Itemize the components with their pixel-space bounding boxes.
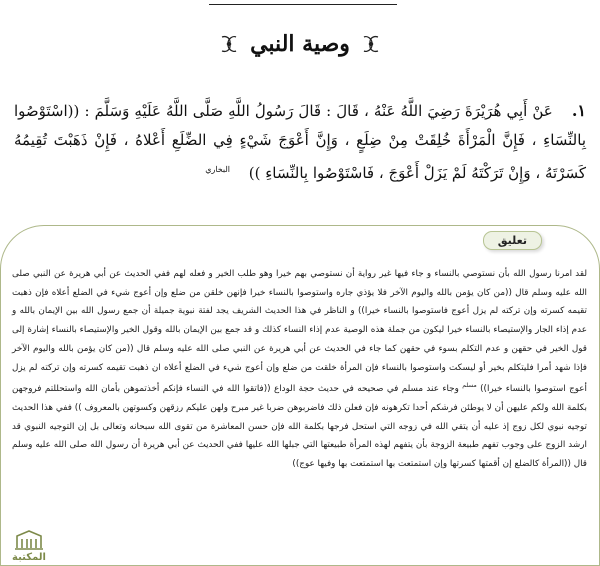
page-title: وصية النبي xyxy=(250,31,350,57)
library-logo xyxy=(4,518,54,564)
commentary-text-block xyxy=(12,265,587,474)
commentary-label: تعليق xyxy=(483,231,542,250)
top-rule xyxy=(209,4,397,5)
library-logo-icon xyxy=(14,528,44,552)
library-logo-text: المكتبة xyxy=(12,552,46,563)
hadith-text-block xyxy=(14,96,586,188)
title-row xyxy=(0,24,600,64)
hadith-text: عَنْ أَبِي هُرَيْرَةَ رَضِيَ اللَّهُ عَنْهُ ، قَالَ : قَالَ رَسُولُ اللَّهِ صَلَّى اللَّهُ عَلَيْهِ وَسَلَّمَ : ((اسْتَوْصُوا بِالنِّسَاءِ ، فَإِنَّ الْمَرْأَةَ خُلِقَتْ مِنْ ضِلَعٍ ، وَإِنَّ أَعْوَجَ شَيْءٍ فِي الضِّلَعِ أَعْلاهُ ، فَإِنْ ذَهَبْتَ تُقِيمُهُ كَسَرْتَهُ ، وَإِنْ تَرَكْتَهُ لَمْ يَزَلْ أَعْوَجَ ، فَاسْتَوْصُوا بِالنِّسَاءِ )) xyxy=(14,102,586,182)
commentary-citation: مسلم xyxy=(462,382,477,390)
hadith-number: ١. xyxy=(571,101,586,120)
ornament-left-icon xyxy=(218,33,240,55)
hadith-source: البخاري xyxy=(205,165,230,174)
ornament-right-icon xyxy=(360,33,382,55)
commentary-text-part-2: وجاء عند مسلم في صحيحه في حديث حجة الوداع ((فاتقوا الله في النساء فإنكم أخذتموهن بأمان الله واستحللتم فروجهن بكلمة الله ولكم عليهن أن لا يوطئن فرشكم أحدا تكرهونه فإن فعلن ذلك فاضربوهن ضربا غير مبرح ولهن عليكم رزقهن وكسوتهن بالمعروف )) ففي هذا الحديث توجيه نبوي لكل زوج إذ عليه أن يتقي الله في زوجه التي استحل فرجها بكلمة الله فإن حسن المعاشرة من تقوى الله سبحانه وتعالى بل إن التوجيه النبوي قد ارشد الزوج على وجوب تفهم طبيعة الزوجة بأن يتفهم لهذه المرأة طبيعتها التي جبلها الله عليها ففي الحديث عن أبي هريرة أن رسول الله صلى الله عليه وسلم قال ((المرأة كالضلع إن أقمتها كسرتها وإن استمتعت بها استمتعت بها وفيها عوج)) xyxy=(12,384,587,469)
commentary-text-part-1: لقد امرنا رسول الله بأن نستوصي بالنساء و جاء فيها غير رواية أن نستوصي بهم خيرا وهو طلب الخير و فعله لهم ففي الحديث عن أبي هريرة عن النبي صلى الله عليه وسلم قال ((من كان يؤمن بالله واليوم الآخر فلا يؤذي جاره واستوصوا بالنساء خيرا فإنهن خلقن من ضلع وإن أعوج شيء في الضلع أعلاه فإن ذهبت تقيمه كسرته وإن تركته لم يزل أعوج فاستوصوا بالنساء خيرا)) و الناظر في هذا الحديث الشريف يجد لفتة نبوية جميلة أن جمع رسول الله بين الإيمان بالله و عدم إذاء الجار والإستيصاء بالنساء خيرا ليكون من جملة هذه الوصية عدم إذاء النساء كذلك و قد جمع بين الإيمان بالله وقول الخير والإستيصاء بالنساء إشارة إلى قول الخير في حقهن و عدم التكلم بسوء في حقهن كما جاء في الحديث عن أبي هريرة عن النبي صلى الله عليه وسلم قال ((من كان يؤمن بالله واليوم الآخر فإذا شهد أمرا فليتكلم بخير أو ليسكت واستوصوا بالنساء فإن المرأة خلقت من ضلع وإن أعوج شيء في الضلع أعلاه ان ذهبت تقيمه كسرته وإن تركته لم يزل أعوج استوصوا بالنساء خيرا)) xyxy=(12,269,588,395)
